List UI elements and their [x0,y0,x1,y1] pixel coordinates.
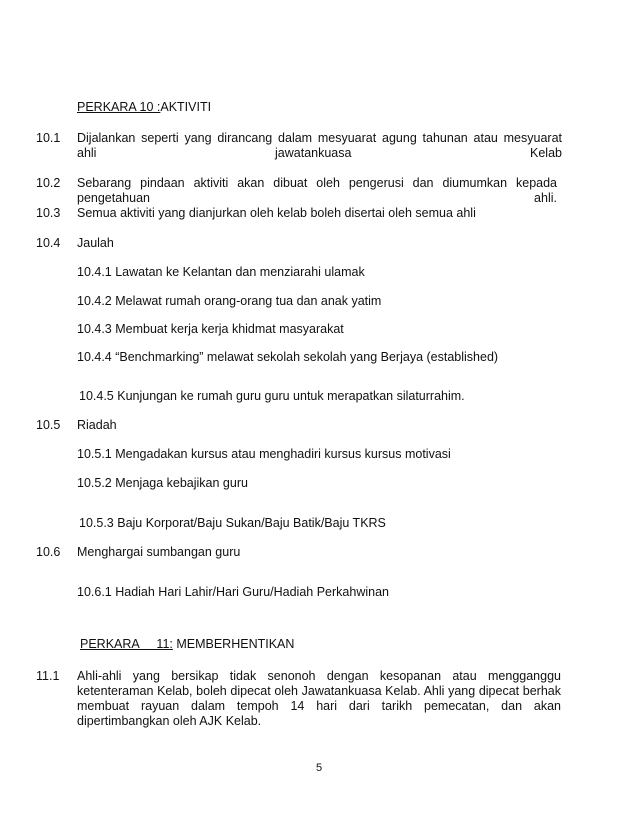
sub-clause-10-4-1: 10.4.1 Lawatan ke Kelantan dan menziarahi ulamak [77,265,365,279]
clause-number: 10.6 [36,545,61,559]
clause-text: Dijalankan seperti yang dirancang dalam mesyuarat agung tahunan atau mesyuarat ahli jawatankuasa Kelab [77,131,562,160]
section-10-heading-title: AKTIVITI [160,100,212,114]
sub-clause-10-6-1: 10.6.1 Hadiah Hari Lahir/Hari Guru/Hadiah Perkahwinan [77,585,389,599]
page-number: 5 [315,762,323,774]
section-10-heading-prefix: PERKARA 10 : [77,100,161,114]
clause-number: 10.2 [36,176,61,190]
sub-clause-10-5-1: 10.5.1 Mengadakan kursus atau menghadiri kursus kursus motivasi [77,447,451,461]
clause-number: 11.1 [36,669,60,683]
section-11-heading-title: MEMBERHENTIKAN [172,637,295,651]
clause-text: Jaulah [77,236,114,250]
clause-number: 10.3 [36,206,61,220]
section-10-heading [77,100,211,115]
clause-text: Menghargai sumbangan guru [77,545,241,559]
clause-number: 10.1 [36,131,61,145]
sub-clause-10-4-3: 10.4.3 Membuat kerja kerja khidmat masyarakat [77,322,344,336]
sub-clause-10-4-4: 10.4.4 “Benchmarking” melawat sekolah sekolah yang Berjaya (established) [77,350,499,364]
clause-text: Ahli-ahli yang bersikap tidak senonoh dengan kesopanan atau mengganggu ketenteraman Kelab, boleh dipecat oleh Jawatankuasa Kelab. Ahli yang dipecat berhak membuat rayuan dalam tempoh 14 hari dari tarikh pemecatan, dan akan dipertimbangkan oleh AJK Kelab. [77,669,561,728]
clause-number: 10.5 [36,418,61,432]
sub-clause-10-5-3: 10.5.3 Baju Korporat/Baju Sukan/Baju Batik/Baju TKRS [79,516,386,530]
section-11-heading-prefix: PERKARA 11: [80,637,173,651]
sub-clause-10-4-5: 10.4.5 Kunjungan ke rumah guru guru untuk merapatkan silaturrahim. [79,389,465,403]
clause-number: 10.4 [36,236,61,250]
clause-text: Riadah [77,418,117,432]
sub-clause-10-5-2: 10.5.2 Menjaga kebajikan guru [77,476,248,490]
section-11-heading [80,637,294,652]
clause-text: Sebarang pindaan aktiviti akan dibuat oleh pengerusi dan diumumkan kepada pengetahuan ahli. [77,176,557,205]
clause-text: Semua aktiviti yang dianjurkan oleh kelab boleh disertai oleh semua ahli [77,206,476,220]
sub-clause-10-4-2: 10.4.2 Melawat rumah orang-orang tua dan anak yatim [77,294,382,308]
